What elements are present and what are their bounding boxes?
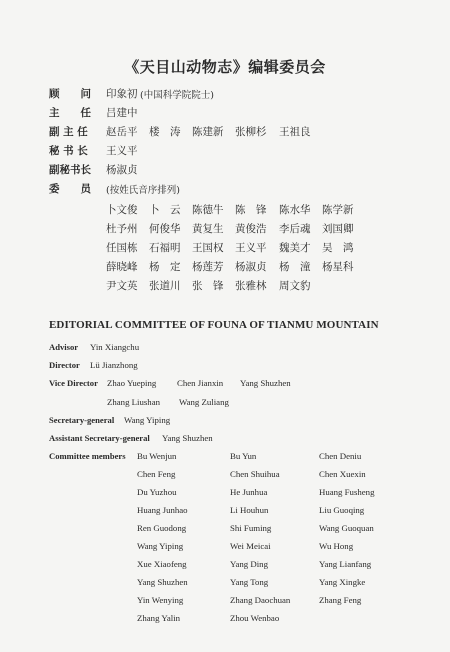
- cn-member-name: 吴 鸿: [322, 242, 354, 254]
- cn-member-name: 薛晓峰: [106, 261, 138, 273]
- cn-member-name: 黄复生: [192, 223, 224, 235]
- cn-vice-name: 王祖良: [279, 126, 311, 138]
- en-member-name: Chen Deniu: [319, 451, 362, 461]
- cn-advisor-label: 顾 问: [49, 88, 91, 100]
- en-member-name: Zhang Feng: [319, 595, 362, 605]
- en-vice-name: Zhang Liushan: [107, 397, 161, 407]
- en-member-name: Zhang Daochuan: [230, 595, 291, 605]
- en-member-name: Li Houhun: [230, 505, 269, 515]
- en-member-name: Yin Wenying: [137, 595, 184, 605]
- cn-director-name: 吕建中: [106, 107, 138, 119]
- cn-asst-secretary-name: 杨淑贞: [106, 164, 138, 176]
- cn-member-name: 张 锋: [192, 280, 224, 292]
- en-vice-name: Chen Jianxin: [177, 378, 224, 388]
- cn-member-name: 陈水华: [279, 204, 311, 216]
- en-member-name: Bu Wenjun: [137, 451, 177, 461]
- cn-vice-label: 副 主 任: [49, 126, 88, 138]
- en-member-name: Huang Junhao: [137, 505, 188, 515]
- cn-vice-name: 楼 涛: [149, 126, 181, 138]
- en-advisor-label: Advisor: [49, 342, 79, 352]
- en-member-name: Yang Xingke: [319, 577, 366, 587]
- cn-member-name: 李后魂: [279, 223, 311, 235]
- cn-member-name: 任国栋: [106, 242, 138, 254]
- en-member-name: Chen Xuexin: [319, 469, 366, 479]
- en-member-name: Zhang Yalin: [137, 613, 181, 623]
- cn-member-name: 黄俊浩: [235, 223, 267, 235]
- cn-member-name: 卜 云: [149, 204, 181, 216]
- cn-vice-name: 陈建新: [192, 126, 224, 138]
- en-member-name: Shi Fuming: [230, 523, 272, 533]
- cn-member-name: 陈德牛: [192, 204, 224, 216]
- en-member-name: Du Yuzhou: [137, 487, 177, 497]
- en-member-name: Yang Tong: [230, 577, 269, 587]
- cn-member-name: 杨 潼: [279, 261, 311, 273]
- cn-member-name: 王国权: [192, 242, 224, 254]
- en-member-name: He Junhua: [230, 487, 268, 497]
- cn-asst-secretary-label: 副秘书长: [49, 164, 91, 176]
- en-member-name: Wang Guoquan: [319, 523, 374, 533]
- en-member-name: Wei Meicai: [230, 541, 271, 551]
- cn-member-name: 陈学新: [322, 204, 354, 216]
- cn-member-name: 杨淑贞: [235, 261, 267, 273]
- en-member-name: Liu Guoqing: [319, 505, 365, 515]
- en-vice-name: Zhao Yueping: [107, 378, 157, 388]
- cn-member-name: 卜文俊: [106, 204, 138, 216]
- cn-secretary-label: 秘 书 长: [49, 145, 88, 157]
- cn-page-title: 《天目山动物志》编辑委员会: [124, 58, 326, 76]
- en-member-name: Huang Fusheng: [319, 487, 375, 497]
- cn-secretary-name: 王义平: [106, 145, 138, 157]
- en-member-name: Wang Yiping: [137, 541, 184, 551]
- en-director-label: Director: [49, 360, 80, 370]
- cn-member-name: 何俊华: [149, 223, 181, 235]
- cn-member-name: 陈 锋: [235, 204, 267, 216]
- cn-members-label: 委 员: [49, 183, 91, 195]
- cn-member-name: 王义平: [235, 242, 267, 254]
- en-member-name: Bu Yun: [230, 451, 257, 461]
- cn-member-name: 尹文英: [106, 280, 138, 292]
- cn-member-name: 杨 定: [149, 261, 181, 273]
- en-asst-secretary-name: Yang Shuzhen: [162, 433, 213, 443]
- en-secretary-label: Secretary-general: [49, 415, 115, 425]
- cn-member-name: 杨莲芳: [192, 261, 224, 273]
- en-vice-name: Yang Shuzhen: [240, 378, 291, 388]
- cn-member-name: 杨星科: [322, 261, 354, 273]
- cn-member-name: 张道川: [149, 280, 181, 292]
- cn-vice-name: 张柳杉: [235, 126, 267, 138]
- cn-member-name: 周文豹: [279, 280, 311, 292]
- cn-member-name: 魏美才: [279, 242, 311, 254]
- en-member-name: Yang Ding: [230, 559, 268, 569]
- en-asst-secretary-label: Assistant Secretary-general: [49, 433, 150, 443]
- cn-member-name: 石福明: [149, 242, 181, 254]
- en-member-name: Yang Lianfang: [319, 559, 372, 569]
- en-member-name: Ren Guodong: [137, 523, 187, 533]
- en-member-name: Yang Shuzhen: [137, 577, 188, 587]
- en-member-name: Chen Feng: [137, 469, 176, 479]
- en-member-name: Wu Hong: [319, 541, 354, 551]
- cn-member-name: 刘国卿: [322, 223, 354, 235]
- en-director-name: Lü Jianzhong: [90, 360, 138, 370]
- cn-members-note: (按姓氏音序排列): [106, 185, 180, 196]
- en-advisor-name: Yin Xiangchu: [90, 342, 140, 352]
- en-vice-label: Vice Director: [49, 378, 98, 388]
- en-members-label: Committee members: [49, 451, 126, 461]
- cn-member-name: 杜予州: [106, 223, 138, 235]
- cn-advisor-name: 印象初: [106, 88, 138, 100]
- en-member-name: Xue Xiaofeng: [137, 559, 187, 569]
- en-member-name: Chen Shuihua: [230, 469, 280, 479]
- en-committee-title: EDITORIAL COMMITTEE OF FOUNA OF TIANMU MOUNTAIN: [49, 319, 379, 331]
- cn-member-name: 张雅林: [235, 280, 267, 292]
- en-secretary-name: Wang Yiping: [124, 415, 171, 425]
- en-member-name: Zhou Wenbao: [230, 613, 280, 623]
- cn-director-label: 主 任: [49, 107, 91, 119]
- cn-advisor-note: (中国科学院院士): [140, 90, 214, 101]
- cn-vice-name: 赵岳平: [106, 126, 138, 138]
- en-vice-name: Wang Zuliang: [179, 397, 229, 407]
